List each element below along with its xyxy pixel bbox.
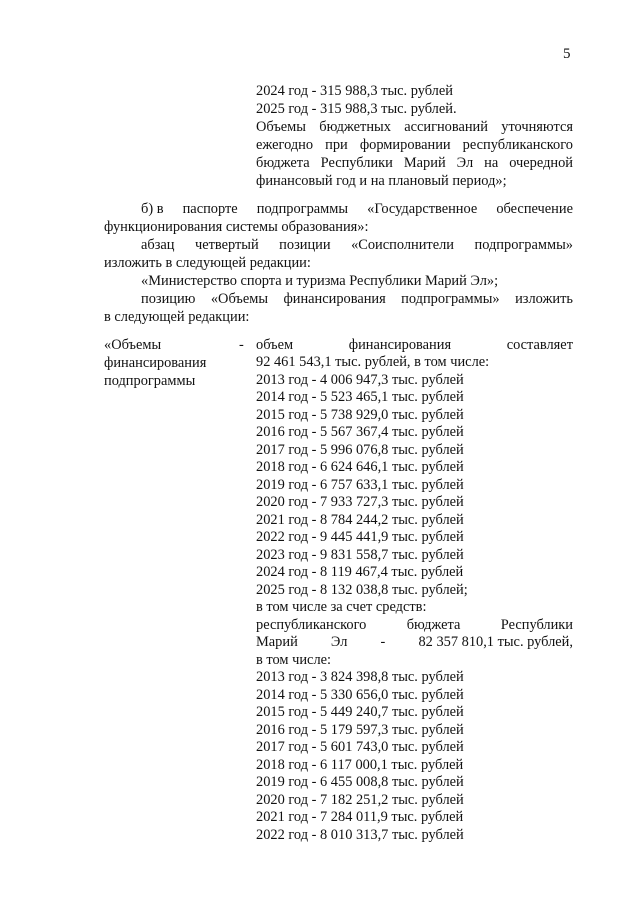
- year-line: 2021 год - 8 784 244,2 тыс. рублей: [256, 512, 464, 528]
- paragraph-line: абзац четвертый позиции «Соисполнители подпрограммы»: [141, 237, 573, 253]
- funding-total-line: 92 461 543,1 тыс. рублей, в том числе:: [256, 354, 490, 370]
- paragraph-line: б) в паспорте подпрограммы «Государственное обеспечение: [141, 201, 573, 217]
- position-label-line: подпрограммы: [104, 373, 196, 389]
- funding-total-line: объем финансирования составляет: [256, 337, 573, 353]
- year-line: 2025 год - 315 988,3 тыс. рублей.: [256, 101, 457, 117]
- year-line: 2023 год - 9 831 558,7 тыс. рублей: [256, 547, 464, 563]
- year-line: 2018 год - 6 624 646,1 тыс. рублей: [256, 459, 464, 475]
- year-line: 2013 год - 4 006 947,3 тыс. рублей: [256, 372, 464, 388]
- page-number: 5: [563, 46, 571, 62]
- year-line: 2020 год - 7 933 727,3 тыс. рублей: [256, 494, 464, 510]
- year-line: 2017 год - 5 996 076,8 тыс. рублей: [256, 442, 464, 458]
- year-line: 2021 год - 7 284 011,9 тыс. рублей: [256, 809, 464, 825]
- year-line: 2013 год - 3 824 398,8 тыс. рублей: [256, 669, 464, 685]
- year-line: 2016 год - 5 179 597,3 тыс. рублей: [256, 722, 464, 738]
- including-funds-line: в том числе за счет средств:: [256, 599, 427, 615]
- year-line: 2022 год - 8 010 313,7 тыс. рублей: [256, 827, 464, 843]
- year-line: 2018 год - 6 117 000,1 тыс. рублей: [256, 757, 464, 773]
- year-line: 2022 год - 9 445 441,9 тыс. рублей: [256, 529, 464, 545]
- paragraph-line: в следующей редакции:: [104, 309, 250, 325]
- year-line: 2016 год - 5 567 367,4 тыс. рублей: [256, 424, 464, 440]
- year-line: 2014 год - 5 523 465,1 тыс. рублей: [256, 389, 464, 405]
- republic-budget-line: Марий Эл - 82 357 810,1 тыс. рублей,: [256, 634, 573, 650]
- republic-budget-line: республиканского бюджета Республики: [256, 617, 573, 633]
- year-line: 2015 год - 5 738 929,0 тыс. рублей: [256, 407, 464, 423]
- position-dash: -: [239, 337, 244, 353]
- year-line: 2015 год - 5 449 240,7 тыс. рублей: [256, 704, 464, 720]
- position-label-line: «Объемы: [104, 337, 162, 353]
- paragraph-line: изложить в следующей редакции:: [104, 255, 311, 271]
- year-line: 2017 год - 5 601 743,0 тыс. рублей: [256, 739, 464, 755]
- position-label-line: финансирования: [104, 355, 207, 371]
- year-line: 2024 год - 315 988,3 тыс. рублей: [256, 83, 453, 99]
- budget-note-line: бюджета Республики Марий Эл на очередной: [256, 155, 573, 171]
- paragraph-line: позицию «Объемы финансирования подпрограммы» изложить: [141, 291, 573, 307]
- year-line: 2020 год - 7 182 251,2 тыс. рублей: [256, 792, 464, 808]
- republic-budget-line: в том числе:: [256, 652, 332, 668]
- budget-note-line: Объемы бюджетных ассигнований уточняются: [256, 119, 573, 135]
- budget-note-line: финансовый год и на плановый период»;: [256, 173, 507, 189]
- budget-note-line: ежегодно при формировании республиканского: [256, 137, 573, 153]
- year-line: 2025 год - 8 132 038,8 тыс. рублей;: [256, 582, 468, 598]
- year-line: 2019 год - 6 455 008,8 тыс. рублей: [256, 774, 464, 790]
- year-line: 2024 год - 8 119 467,4 тыс. рублей: [256, 564, 464, 580]
- year-line: 2019 год - 6 757 633,1 тыс. рублей: [256, 477, 464, 493]
- paragraph-line: функционирования системы образования»:: [104, 219, 369, 235]
- year-line: 2014 год - 5 330 656,0 тыс. рублей: [256, 687, 464, 703]
- paragraph-line: «Министерство спорта и туризма Республики Марий Эл»;: [141, 273, 499, 289]
